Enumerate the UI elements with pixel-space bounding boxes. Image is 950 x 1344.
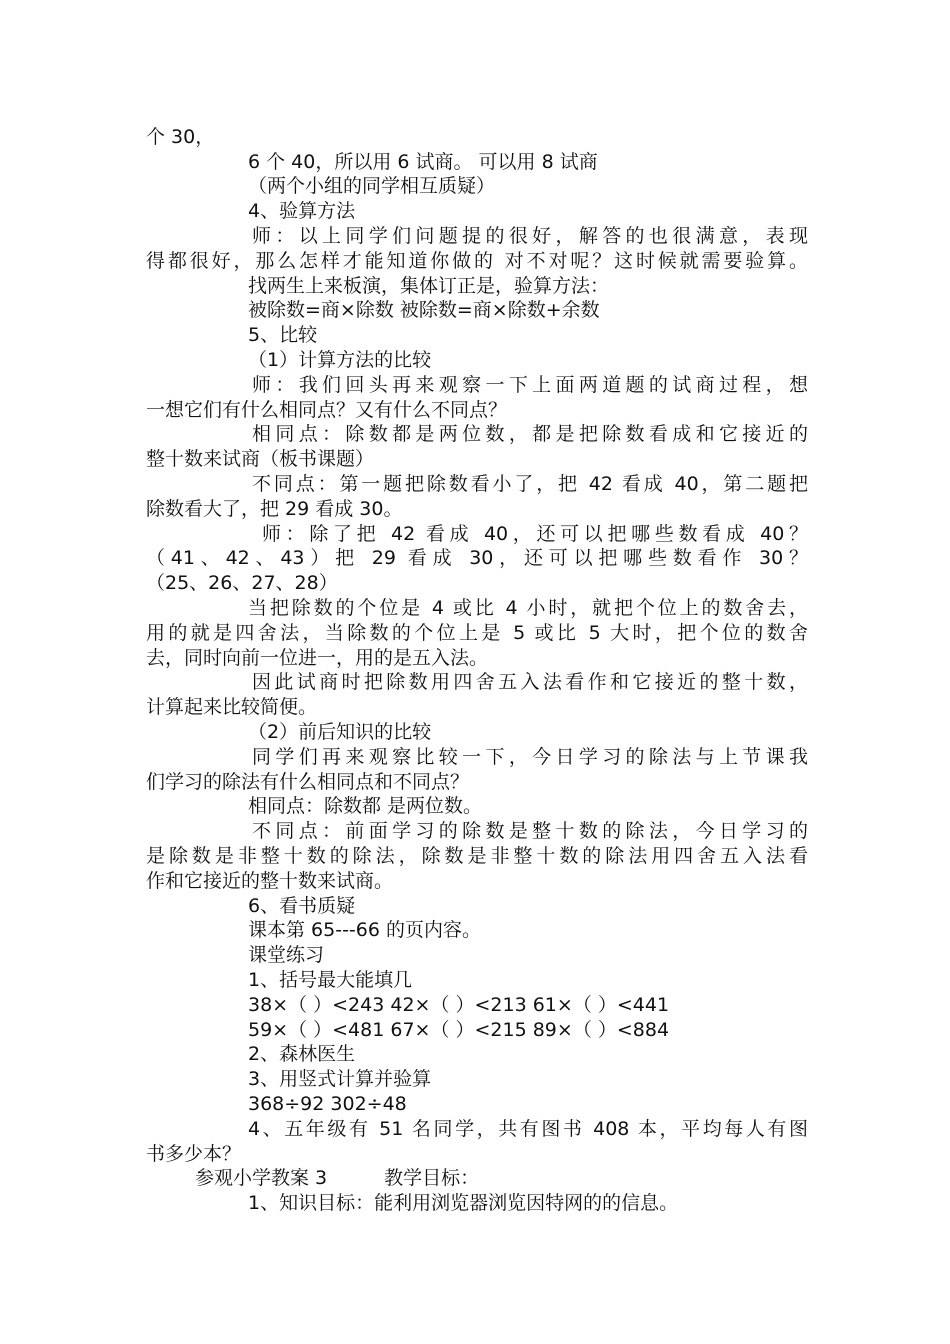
text-line: 得都很好，那么怎样才能知道你做的 对不对呢？这时候就需要验算。 bbox=[146, 250, 808, 272]
section-heading: 6、看书质疑 bbox=[248, 895, 356, 917]
text-line: （41、42、43）把 29 看成 30，还可以把哪些数看作 30？ bbox=[146, 547, 808, 569]
exercise-item: 2、森林医生 bbox=[248, 1043, 356, 1065]
exercise-line: 59×（ ）<481 67×（ ）<215 89×（ ）<884 bbox=[248, 1019, 670, 1041]
text-line: 除数看大了，把 29 看成 30。 bbox=[146, 498, 403, 520]
text-line: 师：我们回头再来观察一下上面两道题的试商过程，想 bbox=[252, 374, 808, 396]
text-line: 个 30， bbox=[146, 126, 215, 148]
text-line: 1、知识目标：能利用浏览器浏览因特网的的信息。 bbox=[248, 1192, 679, 1214]
subsection-heading: （1）计算方法的比较 bbox=[248, 349, 432, 371]
exercise-line: 368÷92 302÷48 bbox=[248, 1093, 407, 1115]
text-line: 相同点：除数都 是两位数。 bbox=[248, 795, 483, 817]
exercise-item: 1、括号最大能填几 bbox=[248, 969, 413, 991]
text-line: 不同点：前面学习的除数是整十数的除法，今日学习的 bbox=[252, 820, 808, 842]
subsection-heading: （2）前后知识的比较 bbox=[248, 721, 432, 743]
section-heading: 5、比较 bbox=[248, 324, 318, 346]
text-line: 作和它接近的整十数来试商。 bbox=[146, 870, 394, 892]
lesson-plan-title: 参观小学教案 3 教学目标： bbox=[195, 1167, 480, 1189]
text-line: 被除数=商×除数 被除数=商×除数+余数 bbox=[248, 299, 600, 321]
section-heading: 课堂练习 bbox=[248, 944, 325, 966]
text-line: 同学们再来观察比较一下，今日学习的除法与上节课我 bbox=[252, 746, 808, 768]
text-line: 师：除了把 42 看成 40，还可以把哪些数看成 40？ bbox=[262, 523, 808, 545]
section-heading: 4、验算方法 bbox=[248, 200, 356, 222]
text-line: 书多少本？ bbox=[146, 1143, 242, 1165]
text-line: 是除数是非整十数的除法，除数是非整十数的除法用四舍五入法看 bbox=[146, 845, 808, 867]
text-line: 一想它们有什么相同点？又有什么不同点？ bbox=[146, 399, 508, 421]
text-line: 相同点：除数都是两位数，都是把除数看成和它接近的 bbox=[252, 423, 808, 445]
exercise-line: 38×（ ）<243 42×（ ）<213 61×（ ）<441 bbox=[248, 994, 670, 1016]
exercise-item: 4、五年级有 51 名同学，共有图书 408 本，平均每人有图 bbox=[248, 1118, 808, 1140]
exercise-item: 3、用竖式计算并验算 bbox=[248, 1068, 432, 1090]
text-line: 用的就是四舍法，当除数的个位上是 5 或比 5 大时，把个位的数舍 bbox=[146, 622, 808, 644]
text-line: 因此试商时把除数用四舍五入法看作和它接近的整十数， bbox=[252, 671, 808, 693]
text-line: 6 个 40，所以用 6 试商。 可以用 8 试商 bbox=[248, 151, 598, 173]
text-line: （25、26、27、28） bbox=[146, 572, 338, 594]
text-line: 师：以上同学们问题提的很好，解答的也很满意，表现 bbox=[252, 225, 808, 247]
text-line: 计算起来比较简便。 bbox=[146, 696, 318, 718]
text-line: 课本第 65---66 的页内容。 bbox=[248, 919, 482, 941]
text-line: 整十数来试商（板书课题） bbox=[146, 448, 375, 470]
text-line: 们学习的除法有什么相同点和不同点？ bbox=[146, 771, 470, 793]
text-line: 当把除数的个位是 4 或比 4 小时，就把个位上的数舍去， bbox=[248, 597, 808, 619]
text-line: 去，同时向前一位进一，用的是五入法。 bbox=[146, 647, 489, 669]
text-line: （两个小组的同学相互质疑） bbox=[248, 175, 496, 197]
text-line: 找两生上来板演，集体订正是，验算方法： bbox=[248, 275, 610, 297]
text-line: 不同点：第一题把除数看小了，把 42 看成 40，第二题把 bbox=[252, 473, 808, 495]
